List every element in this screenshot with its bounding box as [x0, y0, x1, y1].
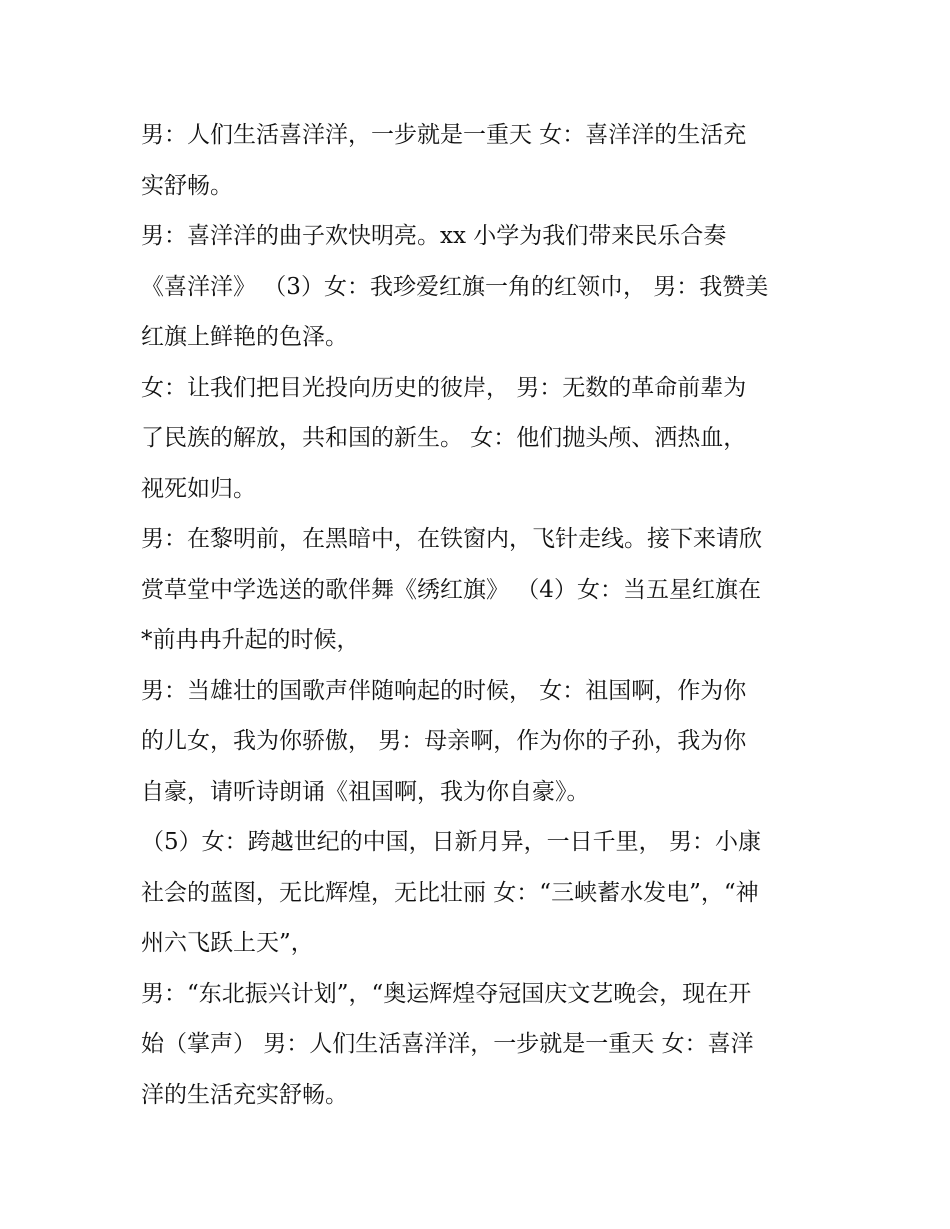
text-line: 男：人们生活喜洋洋，一步就是一重天 女：喜洋洋的生活充 [141, 122, 747, 148]
text-line: 社会的蓝图，无比辉煌，无比壮丽 女：“三峡蓄水发电”，“神 [141, 879, 759, 906]
text-line: 实舒畅。 [141, 172, 233, 199]
text-line: 男：在黎明前，在黑暗中，在铁窗内，飞针走线。接下来请欣 [141, 526, 762, 552]
text-line: 男：“东北振兴计划”，“奥运辉煌夺冠国庆文艺晚会，现在开 [141, 980, 752, 1007]
text-line: （5）女：跨越世纪的中国，日新月异，一日千里， 男：小康 [141, 829, 761, 855]
paragraph-1 [141, 110, 818, 211]
text-line: 洋的生活充实舒畅。 [141, 1081, 348, 1108]
paragraph-2 [141, 211, 818, 363]
text-line: 女：让我们把目光投向历史的彼岸， 男：无数的革命前辈为 [141, 374, 747, 401]
text-line: 男：当雄壮的国歌声伴随响起的时候， 女：祖国啊，作为你 [141, 677, 747, 704]
text-line: 的儿女，我为你骄傲， 男：母亲啊，作为你的子孙，我为你 [141, 728, 747, 754]
paragraph-4 [141, 514, 818, 666]
text-line: 自豪，请听诗朗诵《祖国啊，我为你自豪》。 [141, 778, 590, 805]
text-line: 男：喜洋洋的曲子欢快明亮。xx 小学为我们带来民乐合奏 [141, 223, 727, 249]
paragraph-6 [141, 817, 818, 969]
text-line: 《喜洋洋》 （3）女：我珍爱红旗一角的红领巾， 男：我赞美 [141, 273, 769, 300]
paragraph-3 [141, 363, 818, 515]
text-line: 赏草堂中学选送的歌伴舞《绣红旗》 （4）女：当五星红旗在 [141, 576, 761, 603]
text-line: 州六飞跃上天”， [141, 930, 314, 956]
text-line: 红旗上鲜艳的色泽。 [141, 324, 348, 350]
paragraph-7 [141, 969, 818, 1121]
text-line: *前冉冉升起的时候， [141, 627, 360, 653]
text-line: 视死如归。 [141, 475, 256, 502]
text-line: 始（掌声） 男：人们生活喜洋洋，一步就是一重天 女：喜洋 [141, 1031, 754, 1057]
text-line: 了民族的解放，共和国的新生。 女：他们抛头颅、洒热血， [141, 425, 747, 451]
paragraph-5 [141, 666, 818, 818]
